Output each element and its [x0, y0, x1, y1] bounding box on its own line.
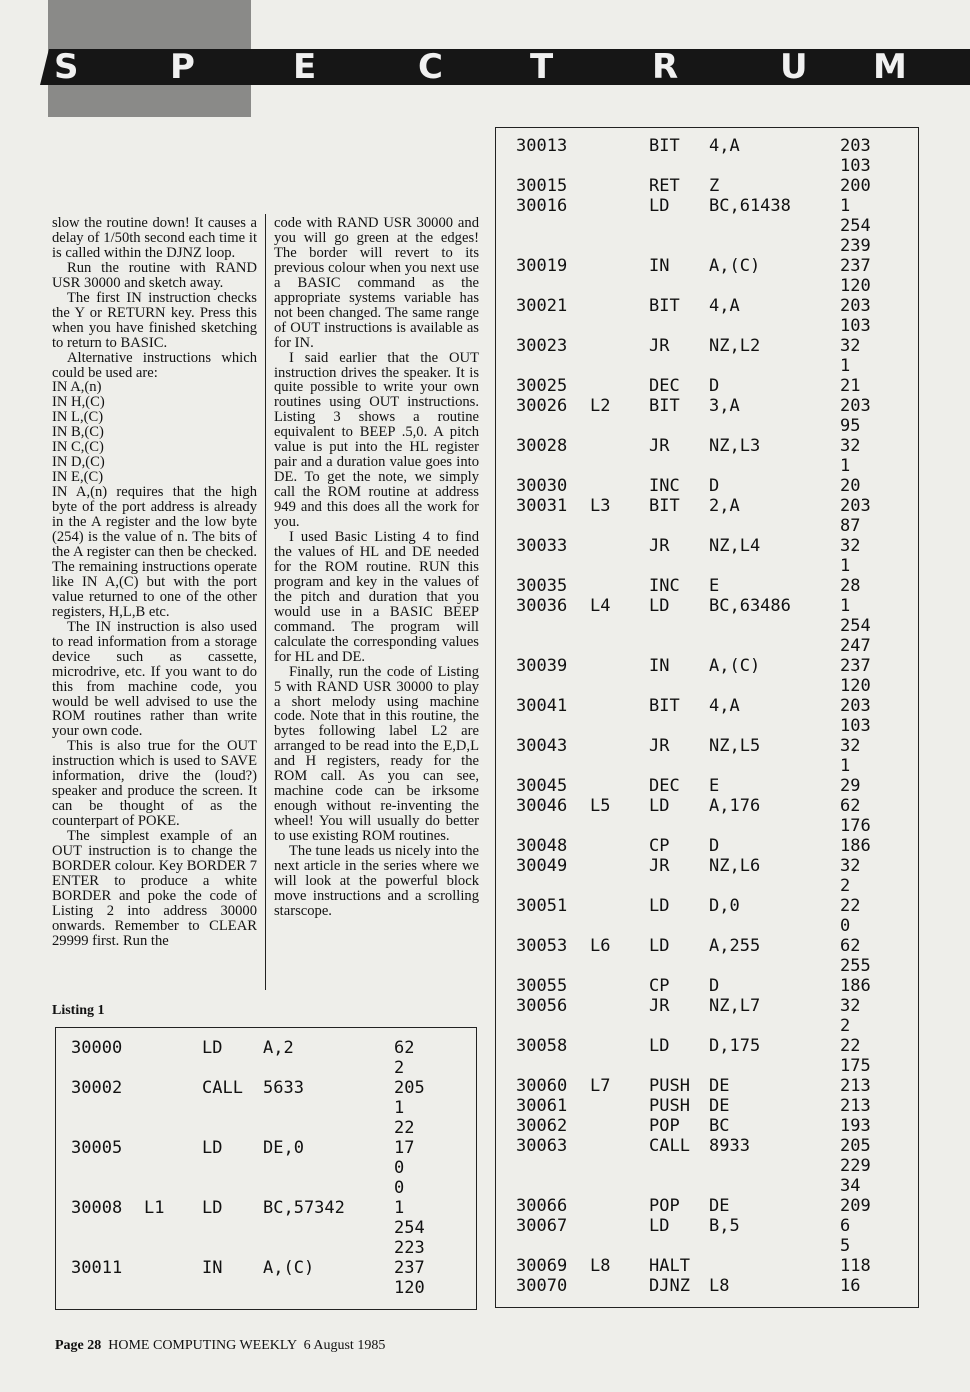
listing-byte: 5 [840, 1236, 851, 1256]
listing-byte: 237 [840, 256, 871, 276]
listing-address: 30049 [516, 856, 568, 876]
listing-byte: 213 [840, 1076, 871, 1096]
listing-byte: 175 [840, 1056, 871, 1076]
listing-operand: BC,57342 [263, 1198, 345, 1218]
article-paragraph: This is also true for the OUT instruction which is used to SAVE information, drive the (loud?) speaker and produce the screen. It can be thought of as the counterpart of POKE. [52, 738, 257, 830]
article-paragraph: Run the routine with RAND USR 30000 and sketch away. [52, 259, 257, 291]
listing-byte: 1 [840, 556, 851, 576]
listing-address: 30015 [516, 176, 568, 196]
banner-letter: R [652, 47, 679, 87]
listing-opcode: LD [649, 596, 670, 616]
listing-1-continued-box [495, 127, 919, 1308]
listing-address: 30028 [516, 436, 568, 456]
listing-operand: 4,A [709, 136, 740, 156]
listing-byte: 120 [394, 1278, 425, 1298]
listing-byte: 237 [394, 1258, 425, 1278]
listing-label: L2 [590, 396, 611, 416]
listing-address: 30021 [516, 296, 568, 316]
listing-1-box [55, 1027, 477, 1310]
listing-address: 30061 [516, 1096, 568, 1116]
listing-byte: 255 [840, 956, 871, 976]
listing-byte: 103 [840, 156, 871, 176]
listing-operand: 5633 [263, 1078, 304, 1098]
listing-byte: 0 [394, 1158, 405, 1178]
listing-operand: A,(C) [709, 256, 761, 276]
listing-byte: 247 [840, 636, 871, 656]
listing-operand: 4,A [709, 696, 740, 716]
listing-address: 30035 [516, 576, 568, 596]
instruction-line: IN H,(C) [52, 394, 105, 411]
article-paragraph: Finally, run the code of Listing 5 with RAND USR 30000 to play a short melody using machine code. Note that in this routine, the bytes following label L2 are arranged to be read into the E,D,L and H registers, ready for the ROM call. As you can see, machine code can be irksome enough without re-inventing the wheel! You will usually do better to use existing ROM routines. [274, 663, 479, 845]
listing-address: 30036 [516, 596, 568, 616]
listing-operand: NZ,L3 [709, 436, 761, 456]
listing-byte: 103 [840, 316, 871, 336]
listing-operand: BC [709, 1116, 730, 1136]
listing-address: 30048 [516, 836, 568, 856]
listing-opcode: CP [649, 836, 670, 856]
listing-opcode: LD [649, 1216, 670, 1236]
article-paragraph: The simplest example of an OUT instruction is to change the BORDER colour. Key BORDER 7 ENTER to produce a white BORDER and poke the code of Listing 2 into address 30000 onwards. Remember to CLEAR 29999 first. Run the [52, 828, 257, 949]
listing-operand: D,0 [709, 896, 740, 916]
listing-byte: 95 [840, 416, 861, 436]
listing-byte: 22 [394, 1118, 415, 1138]
listing-byte: 203 [840, 496, 871, 516]
listing-address: 30058 [516, 1036, 568, 1056]
listing-byte: 6 [840, 1216, 851, 1236]
listing-address: 30069 [516, 1256, 568, 1276]
column-divider [265, 214, 266, 990]
listing-opcode: CALL [202, 1078, 243, 1098]
article-paragraph: slow the routine down! It causes a delay of 1/50th second each time it is called within the DJNZ loop. [52, 215, 257, 261]
listing-label: L5 [590, 796, 611, 816]
listing-address: 30041 [516, 696, 568, 716]
listing-byte: 203 [840, 696, 871, 716]
listing-byte: 22 [840, 1036, 861, 1056]
listing-byte: 0 [394, 1178, 405, 1198]
listing-opcode: IN [649, 656, 670, 676]
page-footer [55, 1338, 385, 1354]
listing-address: 30033 [516, 536, 568, 556]
article-paragraph: code with RAND USR 30000 and you will go green at the edges! The border will revert to its previous colour when you next use a BASIC command as the appropriate systems variable has not been changed. The same range of OUT instructions is available as for IN. [274, 215, 479, 351]
instruction-line: IN L,(C) [52, 409, 104, 426]
listing-byte: 22 [840, 896, 861, 916]
footer-page-number: Page 28 [55, 1338, 102, 1353]
listing-byte: 1 [394, 1198, 405, 1218]
listing-operand: NZ,L2 [709, 336, 761, 356]
listing-address: 30013 [516, 136, 568, 156]
listing-opcode: DEC [649, 376, 680, 396]
listing-byte: 62 [840, 936, 861, 956]
listing-operand: 3,A [709, 396, 740, 416]
listing-byte: 1 [840, 756, 851, 776]
listing-address: 30045 [516, 776, 568, 796]
listing-address: 30039 [516, 656, 568, 676]
instruction-line: IN B,(C) [52, 424, 104, 441]
listing-operand: A,255 [709, 936, 761, 956]
banner-letter: T [530, 47, 554, 87]
listing-opcode: DEC [649, 776, 680, 796]
listing-address: 30008 [71, 1198, 123, 1218]
listing-address: 30016 [516, 196, 568, 216]
listing-byte: 32 [840, 536, 861, 556]
listing-opcode: INC [649, 476, 680, 496]
listing-label: L4 [590, 596, 611, 616]
banner-letter: U [780, 47, 808, 87]
listing-address: 30055 [516, 976, 568, 996]
article-paragraph: I used Basic Listing 4 to find the values of HL and DE needed for the ROM routine. RUN this program and key in the values of the pitch and duration that you would use in a BASIC BEEP command. The program will calculate the corresponding values for HL and DE. [274, 529, 479, 665]
listing-operand: E [709, 576, 720, 596]
listing-byte: 21 [840, 376, 861, 396]
banner-letter: S [54, 47, 79, 87]
listing-byte: 2 [840, 1016, 851, 1036]
listing-operand: D [709, 976, 720, 996]
listing-byte: 176 [840, 816, 871, 836]
listing-opcode: LD [202, 1138, 223, 1158]
listing-byte: 1 [840, 456, 851, 476]
listing-operand: NZ,L7 [709, 996, 761, 1016]
listing-byte: 254 [840, 616, 871, 636]
listing-operand: DE [709, 1096, 730, 1116]
listing-opcode: LD [649, 1036, 670, 1056]
listing-opcode: JR [649, 856, 670, 876]
article-paragraph: IN A,(n) requires that the high byte of the port address is already in the A register and the low byte (254) is the value of n. The bits of the A register can then be checked. The remaining instructions operate like IN A,(C) but with the port value returned to one of the other registers, H,L,B etc. [52, 484, 257, 620]
instruction-line: IN C,(C) [52, 439, 104, 456]
article-paragraph: The IN instruction is also used to read information from a storage device such as cassette, microdrive, etc. If you want to do this from machine code, you would be well advised to use the ROM routines rather than write your own code. [52, 618, 257, 740]
article-column-2 [274, 216, 479, 919]
article-paragraph: The first IN instruction checks the Y or RETURN key. Press this when you have finished sketching to return to BASIC. [52, 289, 257, 351]
listing-operand: A,2 [263, 1038, 294, 1058]
listing-byte: 237 [840, 656, 871, 676]
listing-byte: 32 [840, 336, 861, 356]
listing-address: 30025 [516, 376, 568, 396]
listing-operand: NZ,L6 [709, 856, 761, 876]
listing-label: L7 [590, 1076, 611, 1096]
listing-byte: 203 [840, 396, 871, 416]
listing-opcode: RET [649, 176, 680, 196]
listing-operand: NZ,L4 [709, 536, 761, 556]
instruction-line: IN A,(n) [52, 379, 102, 396]
listing-address: 30067 [516, 1216, 568, 1236]
listing-byte: 239 [840, 236, 871, 256]
listing-byte: 229 [840, 1156, 871, 1176]
listing-operand: D [709, 476, 720, 496]
listing-byte: 203 [840, 296, 871, 316]
listing-byte: 29 [840, 776, 861, 796]
listing-address: 30043 [516, 736, 568, 756]
banner-letter: E [293, 47, 317, 87]
listing-operand: E [709, 776, 720, 796]
listing-operand: DE [709, 1076, 730, 1096]
listing-byte: 193 [840, 1116, 871, 1136]
listing-operand: 2,A [709, 496, 740, 516]
listing-opcode: JR [649, 536, 670, 556]
listing-byte: 17 [394, 1138, 415, 1158]
listing-opcode: LD [202, 1038, 223, 1058]
listing-address: 30070 [516, 1276, 568, 1296]
listing-opcode: BIT [649, 296, 680, 316]
listing-byte: 223 [394, 1238, 425, 1258]
listing-byte: 200 [840, 176, 871, 196]
listing-byte: 34 [840, 1176, 861, 1196]
listing-byte: 254 [394, 1218, 425, 1238]
listing-operand: L8 [709, 1276, 730, 1296]
listing-opcode: BIT [649, 496, 680, 516]
spectrum-banner-letters [40, 46, 970, 88]
listing-opcode: JR [649, 736, 670, 756]
listing-byte: 32 [840, 436, 861, 456]
listing-byte: 1 [840, 356, 851, 376]
listing-byte: 186 [840, 836, 871, 856]
listing-opcode: PUSH [649, 1096, 690, 1116]
listing-operand: D,175 [709, 1036, 761, 1056]
listing-opcode: LD [649, 936, 670, 956]
listing-label: L3 [590, 496, 611, 516]
banner-letter: M [873, 47, 907, 87]
listing-opcode: BIT [649, 136, 680, 156]
listing-address: 30030 [516, 476, 568, 496]
listing-byte: 186 [840, 976, 871, 996]
listing-byte: 32 [840, 736, 861, 756]
listing-operand: B,5 [709, 1216, 740, 1236]
listing-byte: 213 [840, 1096, 871, 1116]
listing-byte: 16 [840, 1276, 861, 1296]
listing-byte: 0 [840, 916, 851, 936]
listing-opcode: INC [649, 576, 680, 596]
listing-byte: 203 [840, 136, 871, 156]
listing-address: 30056 [516, 996, 568, 1016]
footer-date: 6 August 1985 [303, 1338, 386, 1353]
listing-opcode: JR [649, 996, 670, 1016]
listing-opcode: IN [202, 1258, 223, 1278]
listing-address: 30005 [71, 1138, 123, 1158]
listing-opcode: BIT [649, 396, 680, 416]
listing-opcode: JR [649, 336, 670, 356]
article-paragraph: I said earlier that the OUT instruction drives the speaker. It is quite possible to write your own routines using OUT instructions. Listing 3 shows a routine equivalent to BEEP .5,0. A pitch value is put into the HL register pair and a duration value goes into DE. To get the note, we simply call the ROM routine at address 949 and this does all the work for you. [274, 349, 479, 531]
listing-byte: 62 [840, 796, 861, 816]
banner-letter: P [170, 47, 195, 87]
listing-address: 30062 [516, 1116, 568, 1136]
listing-1-label: Listing 1 [52, 1003, 105, 1018]
listing-label: L1 [144, 1198, 165, 1218]
listing-operand: BC,61438 [709, 196, 791, 216]
listing-byte: 1 [840, 596, 851, 616]
instruction-line: IN E,(C) [52, 469, 104, 486]
listing-byte: 118 [840, 1256, 871, 1276]
listing-address: 30066 [516, 1196, 568, 1216]
article-paragraph: Alternative instructions which could be used are: [52, 349, 257, 381]
listing-opcode: POP [649, 1116, 680, 1136]
listing-operand: D [709, 836, 720, 856]
listing-address: 30011 [71, 1258, 123, 1278]
listing-address: 30000 [71, 1038, 123, 1058]
listing-operand: BC,63486 [709, 596, 791, 616]
listing-address: 30031 [516, 496, 568, 516]
listing-opcode: HALT [649, 1256, 690, 1276]
article-paragraph: The tune leads us nicely into the next article in the series where we will look at the powerful block move instructions and a scrolling starscope. [274, 843, 479, 919]
listing-operand: A,(C) [709, 656, 761, 676]
listing-label: L6 [590, 936, 611, 956]
listing-operand: DE,0 [263, 1138, 304, 1158]
listing-opcode: DJNZ [649, 1276, 690, 1296]
listing-byte: 2 [394, 1058, 405, 1078]
listing-address: 30026 [516, 396, 568, 416]
listing-byte: 28 [840, 576, 861, 596]
listing-opcode: CALL [649, 1136, 690, 1156]
listing-byte: 1 [840, 196, 851, 216]
listing-operand: NZ,L5 [709, 736, 761, 756]
listing-opcode: JR [649, 436, 670, 456]
article-column-1 [52, 216, 257, 949]
listing-byte: 1 [394, 1098, 405, 1118]
listing-opcode: LD [649, 796, 670, 816]
listing-byte: 32 [840, 856, 861, 876]
instruction-line: IN D,(C) [52, 454, 105, 471]
listing-opcode: BIT [649, 696, 680, 716]
listing-byte: 120 [840, 676, 871, 696]
listing-byte: 120 [840, 276, 871, 296]
listing-operand: DE [709, 1196, 730, 1216]
listing-byte: 205 [394, 1078, 425, 1098]
listing-byte: 209 [840, 1196, 871, 1216]
listing-operand: A,(C) [263, 1258, 315, 1278]
listing-opcode: LD [202, 1198, 223, 1218]
listing-byte: 32 [840, 996, 861, 1016]
listing-byte: 62 [394, 1038, 415, 1058]
listing-label: L8 [590, 1256, 611, 1276]
listing-operand: A,176 [709, 796, 761, 816]
listing-opcode: CP [649, 976, 670, 996]
listing-opcode: IN [649, 256, 670, 276]
listing-opcode: POP [649, 1196, 680, 1216]
banner-letter: C [418, 47, 443, 87]
listing-operand: 8933 [709, 1136, 750, 1156]
listing-address: 30053 [516, 936, 568, 956]
listing-byte: 205 [840, 1136, 871, 1156]
listing-byte: 2 [840, 876, 851, 896]
listing-opcode: LD [649, 896, 670, 916]
listing-operand: Z [709, 176, 720, 196]
listing-byte: 103 [840, 716, 871, 736]
listing-byte: 87 [840, 516, 861, 536]
listing-operand: 4,A [709, 296, 740, 316]
listing-operand: D [709, 376, 720, 396]
footer-publication: HOME COMPUTING WEEKLY [108, 1338, 297, 1353]
listing-byte: 254 [840, 216, 871, 236]
listing-address: 30023 [516, 336, 568, 356]
listing-address: 30051 [516, 896, 568, 916]
listing-address: 30063 [516, 1136, 568, 1156]
listing-address: 30002 [71, 1078, 123, 1098]
listing-opcode: PUSH [649, 1076, 690, 1096]
listing-byte: 20 [840, 476, 861, 496]
listing-address: 30060 [516, 1076, 568, 1096]
listing-address: 30019 [516, 256, 568, 276]
listing-opcode: LD [649, 196, 670, 216]
listing-address: 30046 [516, 796, 568, 816]
